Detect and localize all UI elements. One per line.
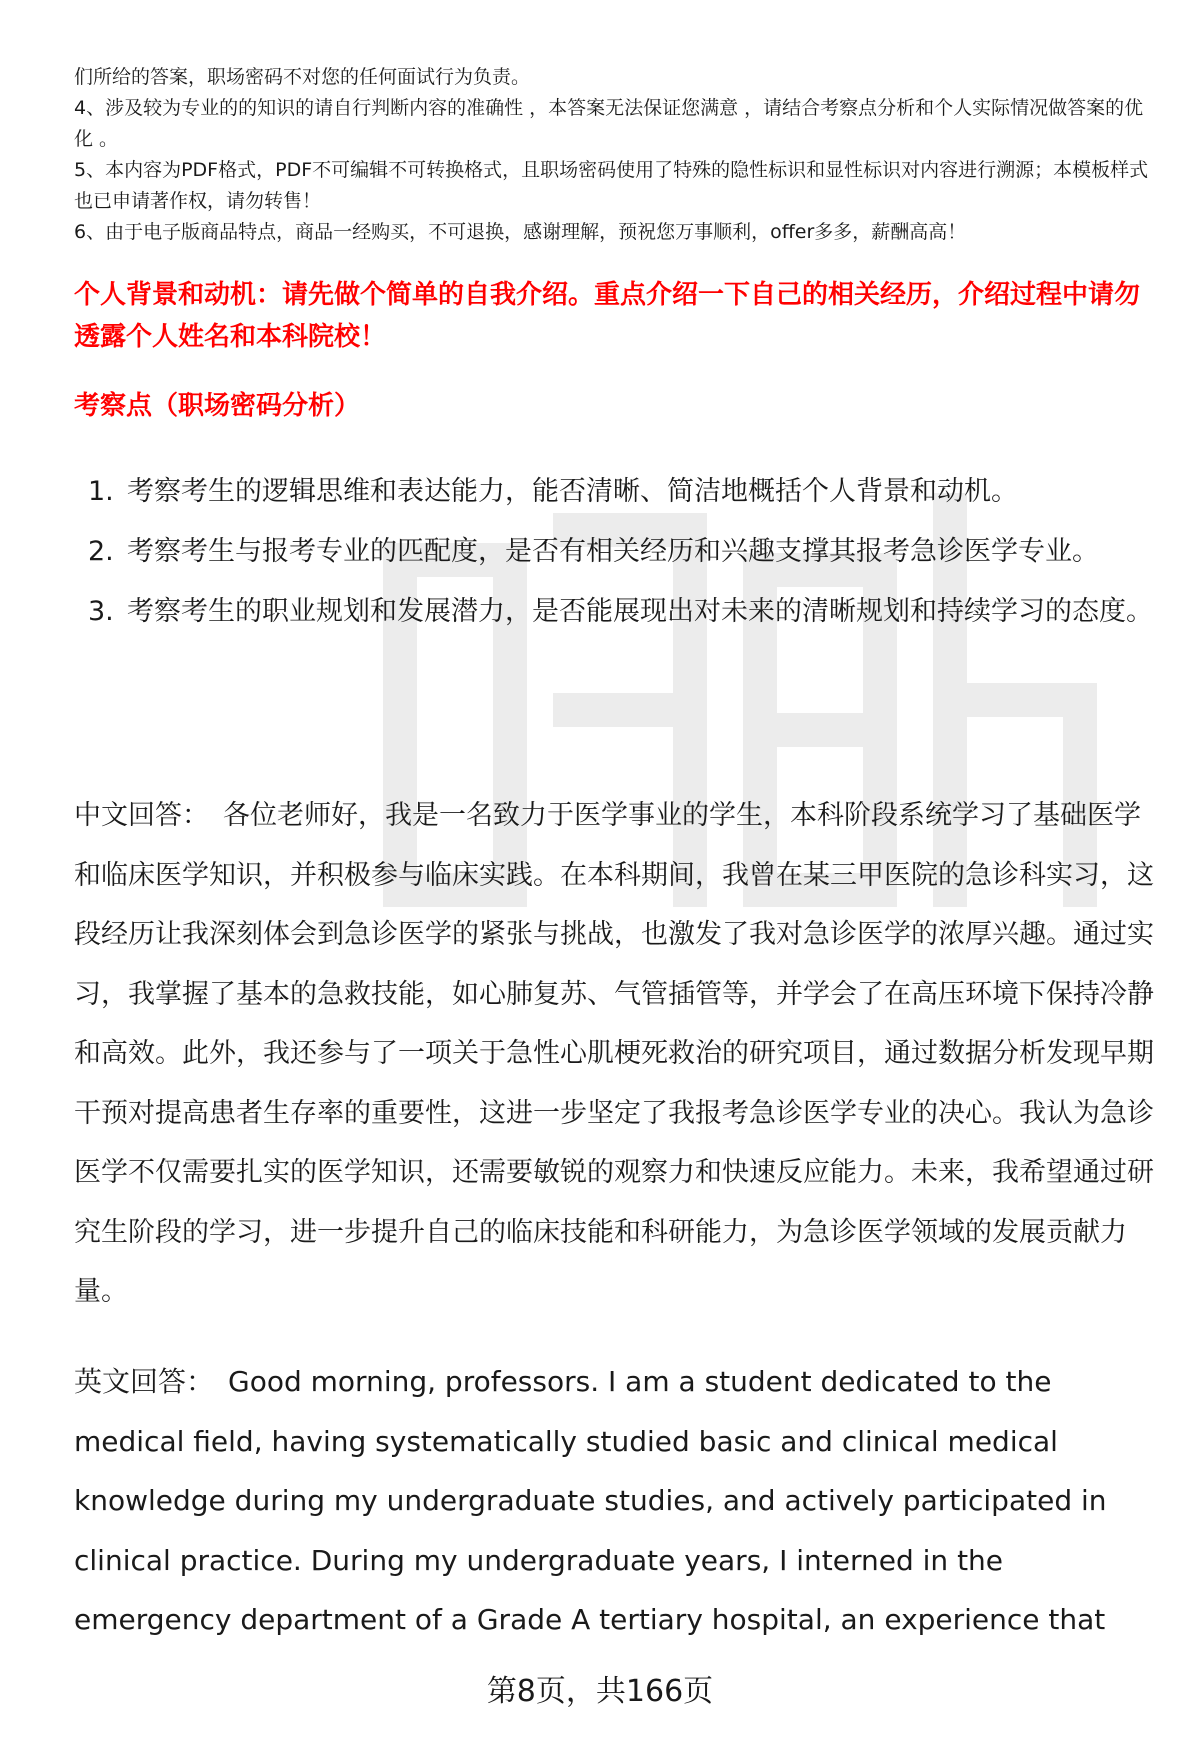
- note-line: 5、本内容为PDF格式，PDF不可编辑不可转换格式，且职场密码使用了特殊的隐性标识和显性标识对内容进行溯源；本模板样式也已申请著作权，请勿转售！: [74, 159, 1149, 212]
- list-text: 考察考生的逻辑思维和表达能力，能否清晰、简洁地概括个人背景和动机。: [127, 476, 1018, 507]
- list-item: [74, 582, 1154, 642]
- points-list: [74, 462, 1154, 642]
- list-number: 3.: [88, 596, 114, 627]
- question-heading: 个人背景和动机：请先做个简单的自我介绍。重点介绍一下自己的相关经历，介绍过程中请勿透露个人姓名和本科院校！: [74, 280, 1141, 352]
- note-line: 们所给的答案，职场密码不对您的任何面试行为负责。: [74, 66, 531, 88]
- english-answer-text: Good morning, professors. I am a student dedicated to the medical field, having systematically studied basic and clinical medical knowledge during my undergraduate studies, and actively participated in clinical practice. During my undergraduate years, I interned in the emergency department of a Grade A tertiary hospital, an experience that: [74, 1365, 1107, 1636]
- chinese-answer-text: 各位老师好，我是一名致力于医学事业的学生，本科阶段系统学习了基础医学和临床医学知识，并积极参与临床实践。在本科期间，我曾在某三甲医院的急诊科实习，这段经历让我深刻体会到急诊医学的紧张与挑战，也激发了我对急诊医学的浓厚兴趣。通过实习，我掌握了基本的急救技能，如心肺复苏、气管插管等，并学会了在高压环境下保持冷静和高效。此外，我还参与了一项关于急性心肌梗死救治的研究项目，通过数据分析发现早期干预对提高患者生存率的重要性，这进一步坚定了我报考急诊医学专业的决心。我认为急诊医学不仅需要扎实的医学知识，还需要敏锐的观察力和快速反应能力。未来，我希望通过研究生阶段的学习，进一步提升自己的临床技能和科研能力，为急诊医学领域的发展贡献力量。: [74, 800, 1154, 1307]
- page-number: 第8页，共166页: [486, 1674, 714, 1709]
- list-text: 考察考生与报考专业的匹配度，是否有相关经历和兴趣支撑其报考急诊医学专业。: [127, 536, 1099, 567]
- chinese-answer: [74, 786, 1159, 1322]
- list-text: 考察考生的职业规划和发展潜力，是否能展现出对未来的清晰规划和持续学习的态度。: [127, 596, 1153, 627]
- note-line: 6、由于电子版商品特点，商品一经购买，不可退换，感谢理解，预祝您万事顺利，offer多多，薪酬高高！: [74, 221, 967, 243]
- notes-block: [74, 62, 1154, 248]
- list-number: 1.: [88, 476, 114, 507]
- list-item: [74, 462, 1154, 522]
- chinese-answer-label: 中文回答：: [74, 800, 209, 831]
- list-number: 2.: [88, 536, 114, 567]
- english-answer: [74, 1352, 1159, 1650]
- list-item: [74, 522, 1154, 582]
- english-answer-label: 英文回答：: [74, 1365, 215, 1398]
- points-title: 考察点（职场密码分析）: [74, 391, 361, 421]
- note-line: 4、涉及较为专业的的知识的请自行判断内容的准确性 ，本答案无法保证您满意 ，请结合考察点分析和个人实际情况做答案的优化 。: [74, 97, 1144, 150]
